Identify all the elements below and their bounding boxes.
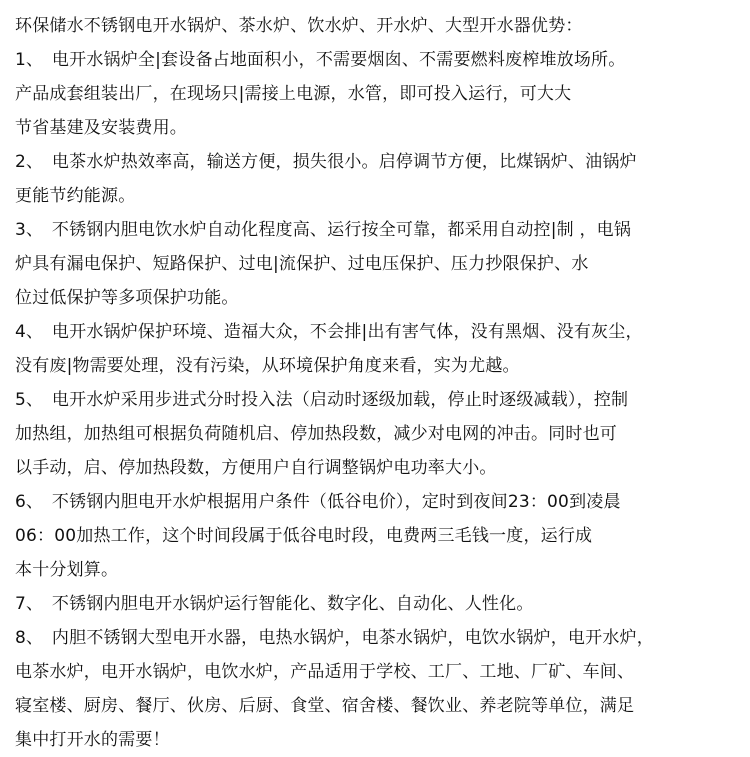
text-line: 06：00加热工作，这个时间段属于低谷电时段，电费两三毛钱一度，运行成 bbox=[15, 526, 593, 546]
text-line: 1、 电开水锅炉全|套设备占地面积小，不需要烟囱、不需要燃料废榨堆放场所。 bbox=[15, 50, 626, 70]
text-line: 6、 不锈钢内胆电开水炉根据用户条件（低谷电价），定时到夜间23：00到凌晨 bbox=[15, 492, 621, 512]
text-line: 更能节约能源。 bbox=[15, 186, 136, 206]
text-line: 以手动，启、停加热段数，方便用户自行调整锅炉电功率大小。 bbox=[15, 458, 497, 478]
text-line: 炉具有漏电保护、短路保护、过电|流保护、过电压保护、压力抄限保护、水 bbox=[15, 254, 589, 274]
text-line: 4、 电开水锅炉保护环境、造福大众，不会排|出有害气体，没有黑烟、没有灰尘， bbox=[15, 322, 643, 342]
text-line: 没有废|物需要处理，没有污染，从环境保护角度来看，实为尤越。 bbox=[15, 356, 520, 376]
text-line: 产品成套组装出厂，在现场只|需接上电源，水管，即可投入运行，可大大 bbox=[15, 84, 572, 104]
text-line: 8、 内胆不锈钢大型电开水器，电热水锅炉，电茶水锅炉，电饮水锅炉，电开水炉， bbox=[15, 628, 654, 648]
text-line: 3、 不锈钢内胆电饮水炉自动化程度高、运行按全可靠，都采用自动控|制 ，电锅 bbox=[15, 220, 632, 240]
text-line: 电茶水炉，电开水锅炉，电饮水炉，产品适用于学校、工厂、工地、厂矿、车间、 bbox=[15, 662, 635, 682]
text-line: 7、 不锈钢内胆电开水锅炉运行智能化、数字化、自动化、人性化。 bbox=[15, 594, 534, 614]
text-line: 位过低保护等多项保护功能。 bbox=[15, 288, 239, 308]
text-line: 本十分划算。 bbox=[15, 560, 119, 580]
document-heading: 环保储水不锈钢电开水锅炉、茶水炉、饮水炉、开水炉、大型开水器优势： bbox=[15, 16, 583, 36]
text-line: 集中打开水的需要！ bbox=[15, 730, 170, 750]
text-line: 加热组，加热组可根据负荷随机启、停加热段数，减少对电网的冲击。同时也可 bbox=[15, 424, 617, 444]
text-line: 2、 电茶水炉热效率高，输送方便，损失很小。启停调节方便，比煤锅炉、油锅炉 bbox=[15, 152, 637, 172]
text-line: 5、 电开水炉采用步进式分时投入法（启动时逐级加载，停止时逐级减载），控制 bbox=[15, 390, 629, 410]
text-line: 寝室楼、厨房、餐厅、伙房、后厨、食堂、宿舍楼、餐饮业、养老院等单位，满足 bbox=[15, 696, 635, 716]
text-line: 节省基建及安装费用。 bbox=[15, 118, 187, 138]
